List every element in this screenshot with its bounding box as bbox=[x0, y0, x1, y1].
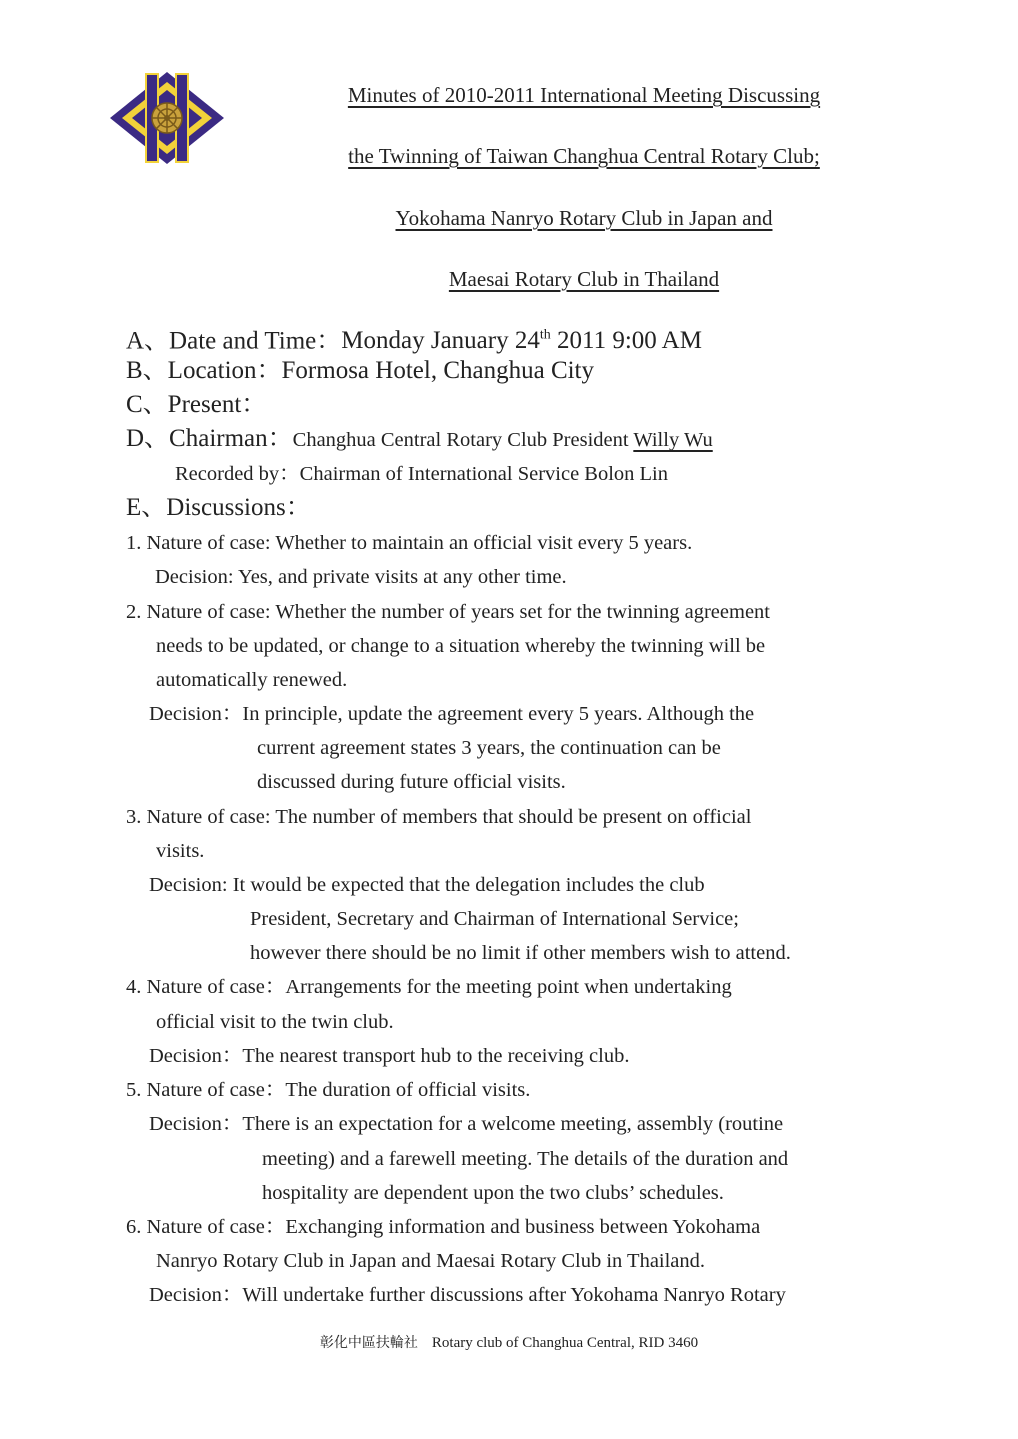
location-row bbox=[126, 357, 594, 385]
discussions-heading: E、Discussions： bbox=[126, 494, 311, 521]
title-line-2: the Twinning of Taiwan Changhua Central Rotary Club; bbox=[348, 144, 820, 168]
item-2-decision-line-3: discussed during future official visits. bbox=[257, 771, 566, 793]
date-time-label: A、Date and Time： bbox=[126, 327, 342, 355]
date-time-row bbox=[126, 322, 702, 355]
item-2-case-line-3: automatically renewed. bbox=[156, 669, 348, 691]
item-5-case: 5. Nature of case：The duration of official visits. bbox=[126, 1079, 531, 1101]
item-3-decision-line-2: President, Secretary and Chairman of International Service; bbox=[250, 908, 739, 930]
item-3-case-line-2: visits. bbox=[156, 840, 205, 862]
present-row bbox=[126, 391, 266, 419]
chairman-label: D、Chairman： bbox=[126, 425, 293, 452]
title-line-3: Yokohama Nanryo Rotary Club in Japan and bbox=[395, 206, 773, 230]
item-2-case-line-1: 2. Nature of case: Whether the number of years set for the twinning agreement bbox=[126, 601, 770, 623]
title-line-1: Minutes of 2010-2011 International Meeting Discussing bbox=[347, 83, 821, 107]
item-4-case-line-2: official visit to the twin club. bbox=[156, 1011, 394, 1033]
footer-club-name: Rotary club of Changhua Central, RID 3460 bbox=[431, 1335, 699, 1351]
recorded-by-value: Chairman of International Service Bolon Lin bbox=[299, 463, 669, 485]
item-3-case-line-1: 3. Nature of case: The number of members that should be present on official bbox=[126, 806, 752, 828]
title-line-4: Maesai Rotary Club in Thailand bbox=[448, 267, 720, 291]
footer-chinese-name: 彰化中區扶輪社 bbox=[319, 1335, 418, 1351]
item-5-decision-line-1: Decision：There is an expectation for a welcome meeting, assembly (routine bbox=[149, 1113, 784, 1135]
item-6-case-line-1: 6. Nature of case：Exchanging information and business between Yokohama bbox=[126, 1216, 761, 1238]
recorded-by-label: Recorded by： bbox=[175, 463, 300, 485]
chairman-name: Willy Wu bbox=[633, 429, 713, 451]
item-4-decision: Decision：The nearest transport hub to the receiving club. bbox=[149, 1045, 630, 1067]
item-1-case: 1. Nature of case: Whether to maintain an official visit every 5 years. bbox=[126, 532, 693, 554]
date-time-value: Monday January 24th 2011 9:00 AM bbox=[341, 327, 702, 355]
page-footer bbox=[0, 1332, 1018, 1352]
location-label: B、Location： bbox=[126, 357, 282, 384]
present-label: C、Present： bbox=[126, 391, 267, 418]
item-5-decision-line-3: hospitality are dependent upon the two clubs’ schedules. bbox=[262, 1182, 724, 1204]
item-4-case-line-1: 4. Nature of case：Arrangements for the meeting point when undertaking bbox=[126, 976, 732, 998]
item-6-case-line-2: Nanryo Rotary Club in Japan and Maesai Rotary Club in Thailand. bbox=[156, 1250, 706, 1272]
item-5-decision-line-2: meeting) and a farewell meeting. The details of the duration and bbox=[262, 1148, 789, 1170]
item-2-decision-line-2: current agreement states 3 years, the continuation can be bbox=[257, 737, 721, 759]
recorded-by-row bbox=[175, 460, 668, 488]
chairman-value: Changhua Central Rotary Club President bbox=[292, 429, 634, 451]
item-2-decision-line-1: Decision：In principle, update the agreement every 5 years. Although the bbox=[149, 703, 755, 725]
item-2-case-line-2: needs to be updated, or change to a situation whereby the twinning will be bbox=[156, 635, 766, 657]
chairman-row bbox=[126, 425, 713, 456]
item-1-decision: Decision: Yes, and private visits at any other time. bbox=[155, 566, 567, 588]
item-3-decision-line-3: however there should be no limit if other members wish to attend. bbox=[250, 942, 791, 964]
location-value: Formosa Hotel, Changhua City bbox=[281, 357, 595, 384]
item-3-decision-line-1: Decision: It would be expected that the delegation includes the club bbox=[149, 874, 705, 896]
item-6-decision: Decision：Will undertake further discussions after Yokohama Nanryo Rotary bbox=[149, 1284, 786, 1306]
